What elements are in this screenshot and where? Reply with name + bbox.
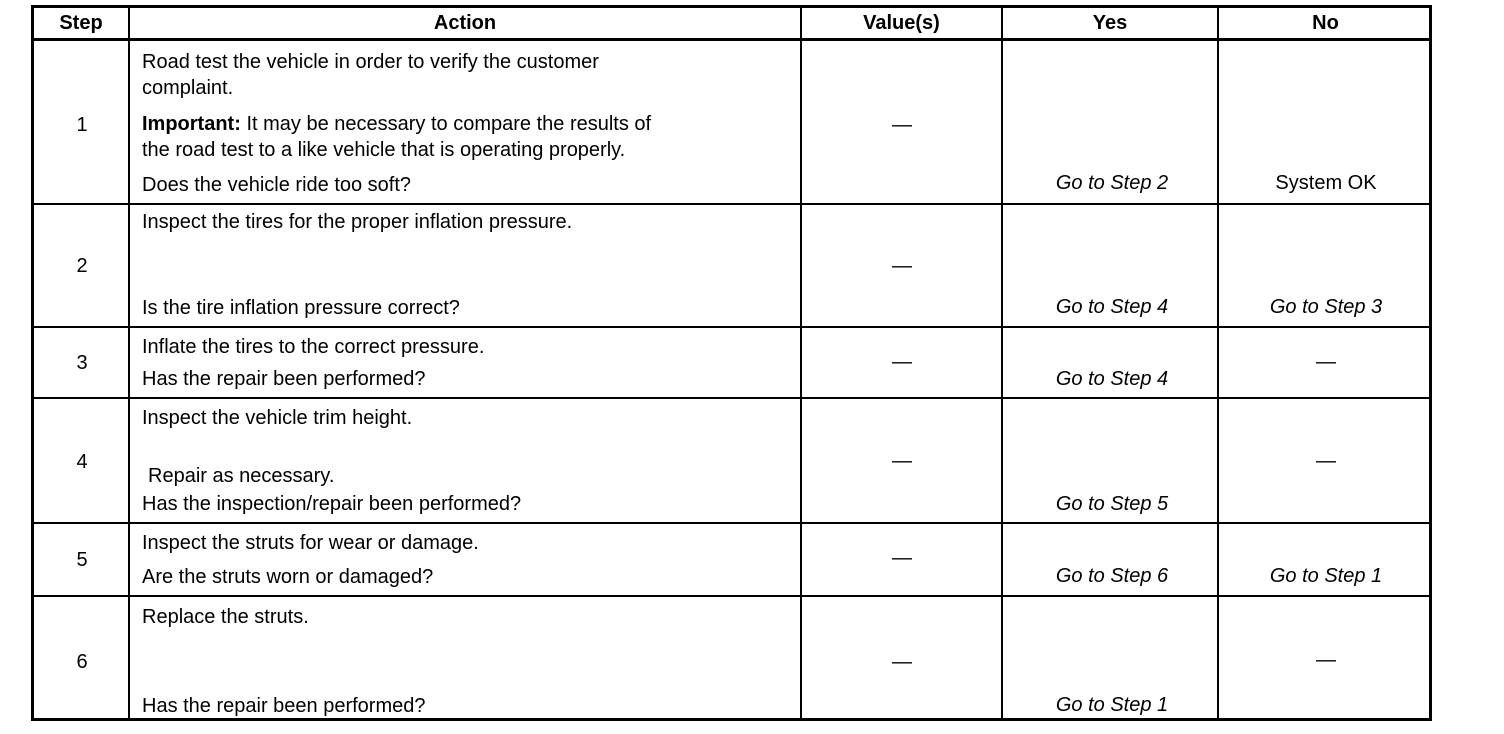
no-result: — bbox=[1316, 351, 1336, 373]
step-number: 3 bbox=[76, 352, 88, 374]
step-number: 2 bbox=[76, 255, 88, 277]
value-dash: — bbox=[892, 255, 912, 277]
yes-result: Go to Step 4 bbox=[1055, 296, 1169, 318]
no-result: — bbox=[1316, 649, 1336, 671]
value-dash: — bbox=[892, 547, 912, 569]
step-number: 1 bbox=[76, 114, 88, 136]
no-result: Go to Step 3 bbox=[1269, 296, 1383, 318]
row-divider bbox=[34, 397, 1429, 399]
action-text: Inspect the vehicle trim height. bbox=[142, 407, 413, 429]
step-number: 4 bbox=[76, 451, 88, 473]
action-text: It may be necessary to compare the results of bbox=[246, 113, 652, 135]
no-result: — bbox=[1316, 450, 1336, 472]
step-number: 6 bbox=[76, 651, 88, 673]
row-divider bbox=[34, 203, 1429, 205]
row-divider bbox=[34, 326, 1429, 328]
yes-result: Go to Step 2 bbox=[1055, 172, 1169, 194]
no-result: Go to Step 1 bbox=[1269, 565, 1383, 587]
step-number: 5 bbox=[76, 549, 88, 571]
yes-result: Go to Step 6 bbox=[1055, 565, 1169, 587]
action-text: Replace the struts. bbox=[142, 606, 309, 628]
yes-result: Go to Step 1 bbox=[1055, 694, 1169, 716]
action-text: Repair as necessary. bbox=[148, 465, 335, 487]
action-text: complaint. bbox=[142, 77, 234, 99]
action-text: Road test the vehicle in order to verify the customer bbox=[142, 51, 599, 73]
row-divider bbox=[34, 522, 1429, 524]
yes-result: Go to Step 5 bbox=[1055, 493, 1169, 515]
action-question: Are the struts worn or damaged? bbox=[142, 566, 434, 588]
action-question: Is the tire inflation pressure correct? bbox=[142, 297, 460, 319]
action-text: Inspect the tires for the proper inflation pressure. bbox=[142, 211, 573, 233]
table-header bbox=[34, 8, 1429, 41]
header-no: No bbox=[1312, 12, 1339, 34]
action-question: Has the repair been performed? bbox=[142, 368, 426, 390]
value-dash: — bbox=[892, 351, 912, 373]
value-dash: — bbox=[892, 450, 912, 472]
header-yes: Yes bbox=[1092, 12, 1128, 34]
column-divider bbox=[1217, 8, 1219, 718]
action-text: Inflate the tires to the correct pressure. bbox=[142, 336, 485, 358]
diagnostic-table bbox=[31, 5, 1432, 721]
header-step: Step bbox=[59, 12, 103, 34]
important-label: Important: bbox=[142, 113, 241, 135]
yes-result: Go to Step 4 bbox=[1055, 368, 1169, 390]
action-question: Has the repair been performed? bbox=[142, 695, 426, 717]
value-dash: — bbox=[892, 651, 912, 673]
row-divider bbox=[34, 595, 1429, 597]
action-question: Has the inspection/repair been performed? bbox=[142, 493, 522, 515]
header-action: Action bbox=[433, 12, 497, 34]
header-values: Value(s) bbox=[863, 12, 940, 34]
action-text: Inspect the struts for wear or damage. bbox=[142, 532, 479, 554]
action-question: Does the vehicle ride too soft? bbox=[142, 174, 412, 196]
no-result: System OK bbox=[1275, 172, 1377, 194]
action-important bbox=[142, 111, 792, 137]
action-text: the road test to a like vehicle that is operating properly. bbox=[142, 139, 626, 161]
value-dash: — bbox=[892, 114, 912, 136]
